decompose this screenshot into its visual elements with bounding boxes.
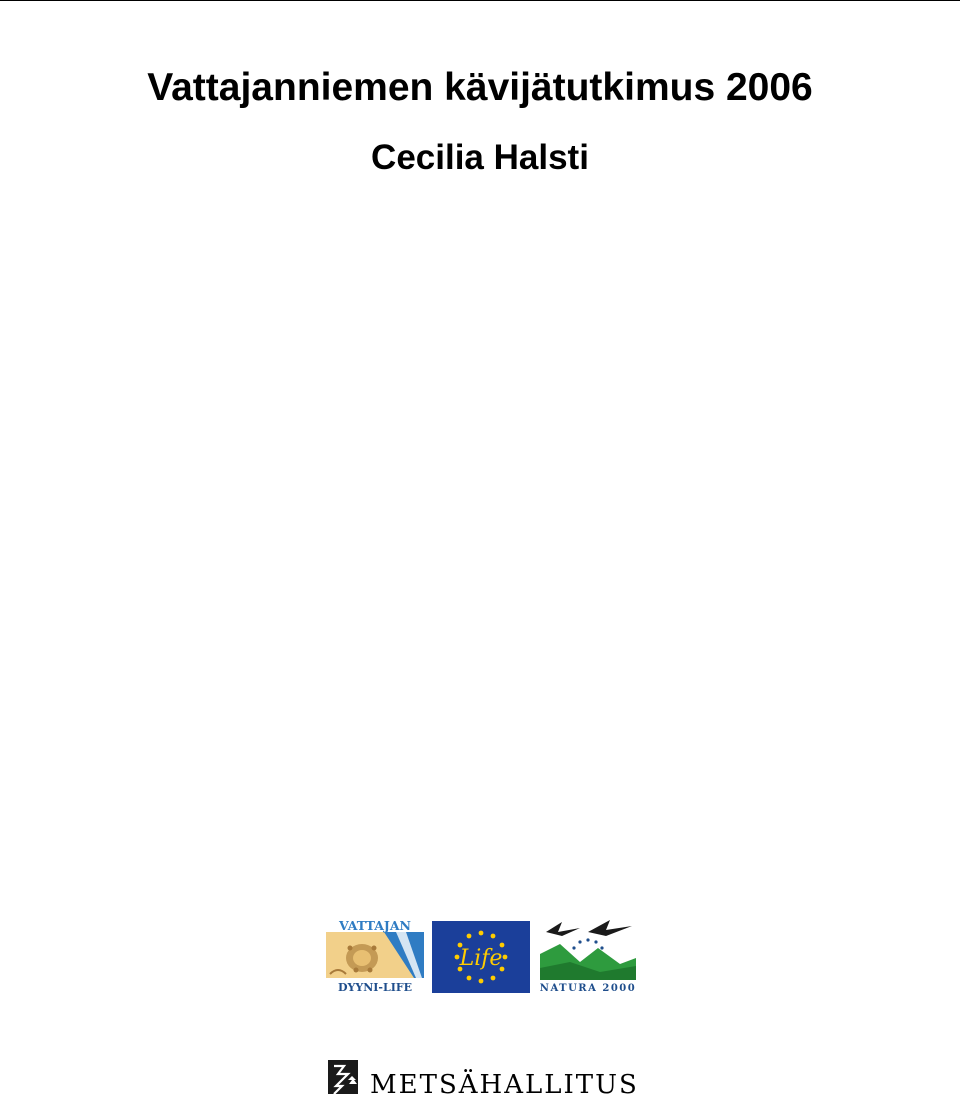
flying-bird-icon <box>546 922 580 936</box>
natura-text: NATURA 2000 <box>540 983 636 994</box>
document-title: Vattajanniemen kävijätutkimus 2006 <box>147 66 813 109</box>
publisher-name: METSÄHALLITUS <box>370 1070 639 1100</box>
partner-logos <box>326 918 636 994</box>
eu-life-logo <box>432 921 530 993</box>
dyyni-top-text: VATTAJAN <box>339 918 411 933</box>
flying-bird-icon <box>588 920 632 936</box>
dyyni-bottom-text: DYYNI-LIFE <box>337 981 413 994</box>
publisher-logo <box>328 1060 658 1100</box>
document-author: Cecilia Halsti <box>371 138 589 177</box>
natura-2000-logo <box>540 918 636 994</box>
vattajan-dyyni-life-logo <box>326 918 424 994</box>
top-rule <box>0 0 960 3</box>
life-text: Life <box>459 946 503 971</box>
tree-emblem-icon <box>328 1060 358 1098</box>
